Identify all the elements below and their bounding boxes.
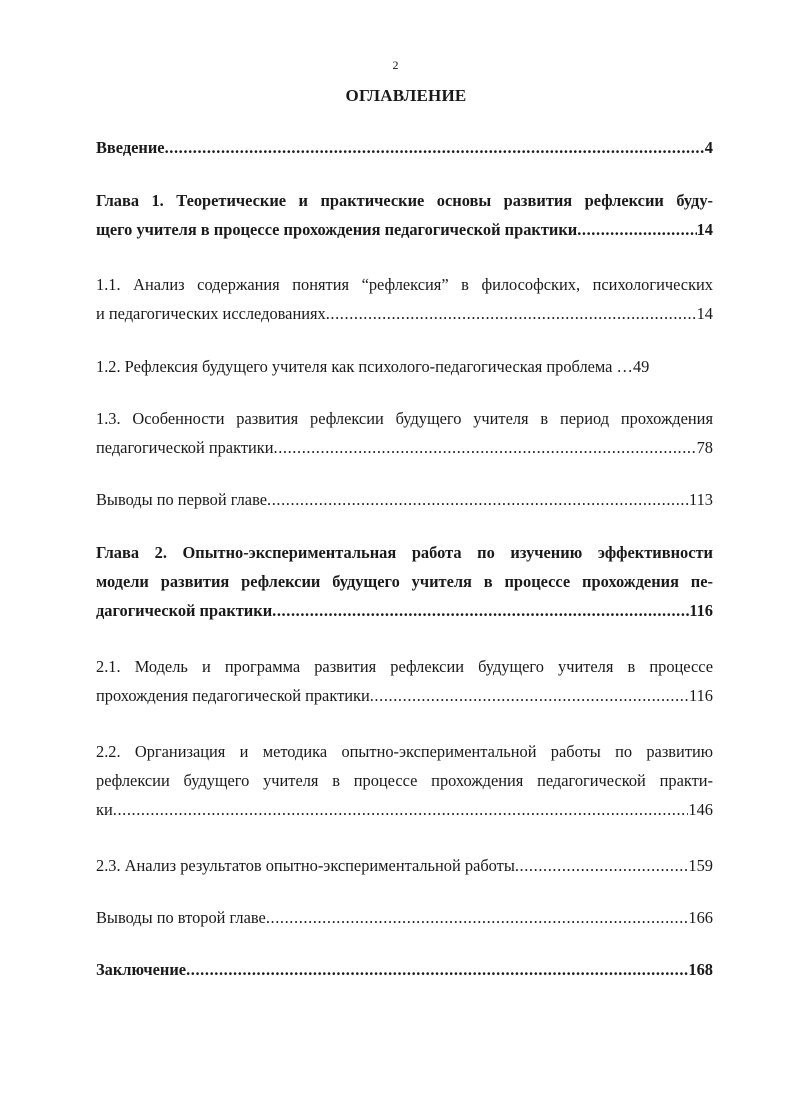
- dot-leader: [370, 681, 689, 710]
- toc-entry-section-2-2[interactable]: [96, 737, 713, 824]
- toc-entry-line: [96, 133, 713, 162]
- toc-entry-line: 2.1. Модель и программа развития рефлексии будущего учителя в процессе: [96, 657, 713, 676]
- toc-entry-line: модели развития рефлексии будущего учителя в процессе прохождения пе-: [96, 572, 713, 591]
- toc-entry-line: [96, 485, 713, 514]
- toc-entry-section-2-3[interactable]: [96, 851, 713, 880]
- toc-entry-line: [96, 215, 713, 244]
- toc-entry-line: [96, 433, 713, 462]
- toc-entry-section-1-1[interactable]: [96, 270, 713, 328]
- toc-page-number: 159: [688, 856, 713, 875]
- dot-leader: [272, 596, 689, 625]
- toc-entry-label: щего учителя в процессе прохождения педагогической практики: [96, 220, 578, 239]
- toc-entry-conclusion[interactable]: [96, 955, 713, 984]
- page-number: 2: [392, 58, 399, 72]
- toc-entry-line: [96, 795, 713, 824]
- toc-page-number: 168: [688, 960, 713, 979]
- toc-entry-line: [96, 903, 713, 932]
- toc-entry-line: рефлексии будущего учителя в процессе прохождения педагогической практи-: [96, 771, 713, 790]
- toc-entry-label: 1.2. Рефлексия будущего учителя как психолого-педагогическая проблема …: [96, 357, 633, 376]
- toc-entry-line: [96, 681, 713, 710]
- toc-entry-section-1-2[interactable]: [96, 352, 713, 381]
- dot-leader: [186, 955, 688, 984]
- toc-entry-conclusions-1[interactable]: [96, 485, 713, 514]
- dot-leader: [267, 485, 689, 514]
- toc-page-number: 146: [688, 800, 713, 819]
- toc-entry-section-1-3[interactable]: [96, 404, 713, 462]
- toc-page-number: 116: [689, 601, 713, 620]
- toc-entry-chapter-2[interactable]: [96, 538, 713, 625]
- toc-entry-line: [96, 352, 713, 381]
- page-title: ОГЛАВЛЕНИЕ: [345, 86, 467, 105]
- toc-entry-line: Глава 1. Теоретические и практические основы развития рефлексии буду-: [96, 191, 713, 210]
- toc-entry-conclusions-2[interactable]: [96, 903, 713, 932]
- dot-leader: [515, 851, 689, 880]
- toc-page-number: 166: [688, 908, 713, 927]
- dot-leader: [113, 795, 689, 824]
- toc-entry-chapter-1[interactable]: [96, 186, 713, 244]
- dot-leader: [165, 133, 705, 162]
- toc-entry-line: 1.1. Анализ содержания понятия “рефлексия” в философских, психологических: [96, 275, 713, 294]
- dot-leader: [326, 299, 697, 328]
- toc-entry-label: дагогической практики: [96, 601, 273, 620]
- toc-entry-introduction[interactable]: [96, 133, 713, 162]
- toc-entry-line: [96, 596, 713, 625]
- toc-entry-label: 2.3. Анализ результатов опытно-экспериментальной работы: [96, 856, 515, 875]
- dot-leader: [577, 215, 696, 244]
- toc-entry-label: Выводы по второй главе: [96, 908, 266, 927]
- dot-leader: [266, 903, 689, 932]
- toc-page-number: 14: [696, 220, 713, 239]
- toc-entry-label: Заключение: [96, 960, 187, 979]
- toc-entry-line: [96, 299, 713, 328]
- toc-page-number: 78: [696, 438, 713, 457]
- toc-page-number: 113: [689, 490, 713, 509]
- toc-entry-label: Выводы по первой главе: [96, 490, 268, 509]
- toc-entry-line: [96, 955, 713, 984]
- toc-entry-section-2-1[interactable]: [96, 652, 713, 710]
- toc-entry-label: ки: [96, 800, 113, 819]
- toc-entry-label: педагогической практики: [96, 438, 274, 457]
- toc-page-number: 116: [689, 686, 713, 705]
- toc-page-number: 4: [704, 138, 713, 157]
- toc-page-number: 14: [696, 304, 713, 323]
- toc-entry-line: Глава 2. Опытно-экспериментальная работа по изучению эффективности: [96, 543, 713, 562]
- toc-entry-line: 2.2. Организация и методика опытно-экспериментальной работы по развитию: [96, 742, 713, 761]
- toc-entry-line: 1.3. Особенности развития рефлексии будущего учителя в период прохождения: [96, 409, 713, 428]
- toc-entry-label: прохождения педагогической практики: [96, 686, 370, 705]
- toc-entry-label: Введение: [96, 138, 165, 157]
- toc-page-number: 49: [632, 357, 650, 376]
- dot-leader: [274, 433, 697, 462]
- toc-entry-label: и педагогических исследованиях: [96, 304, 326, 323]
- toc-entry-line: [96, 851, 713, 880]
